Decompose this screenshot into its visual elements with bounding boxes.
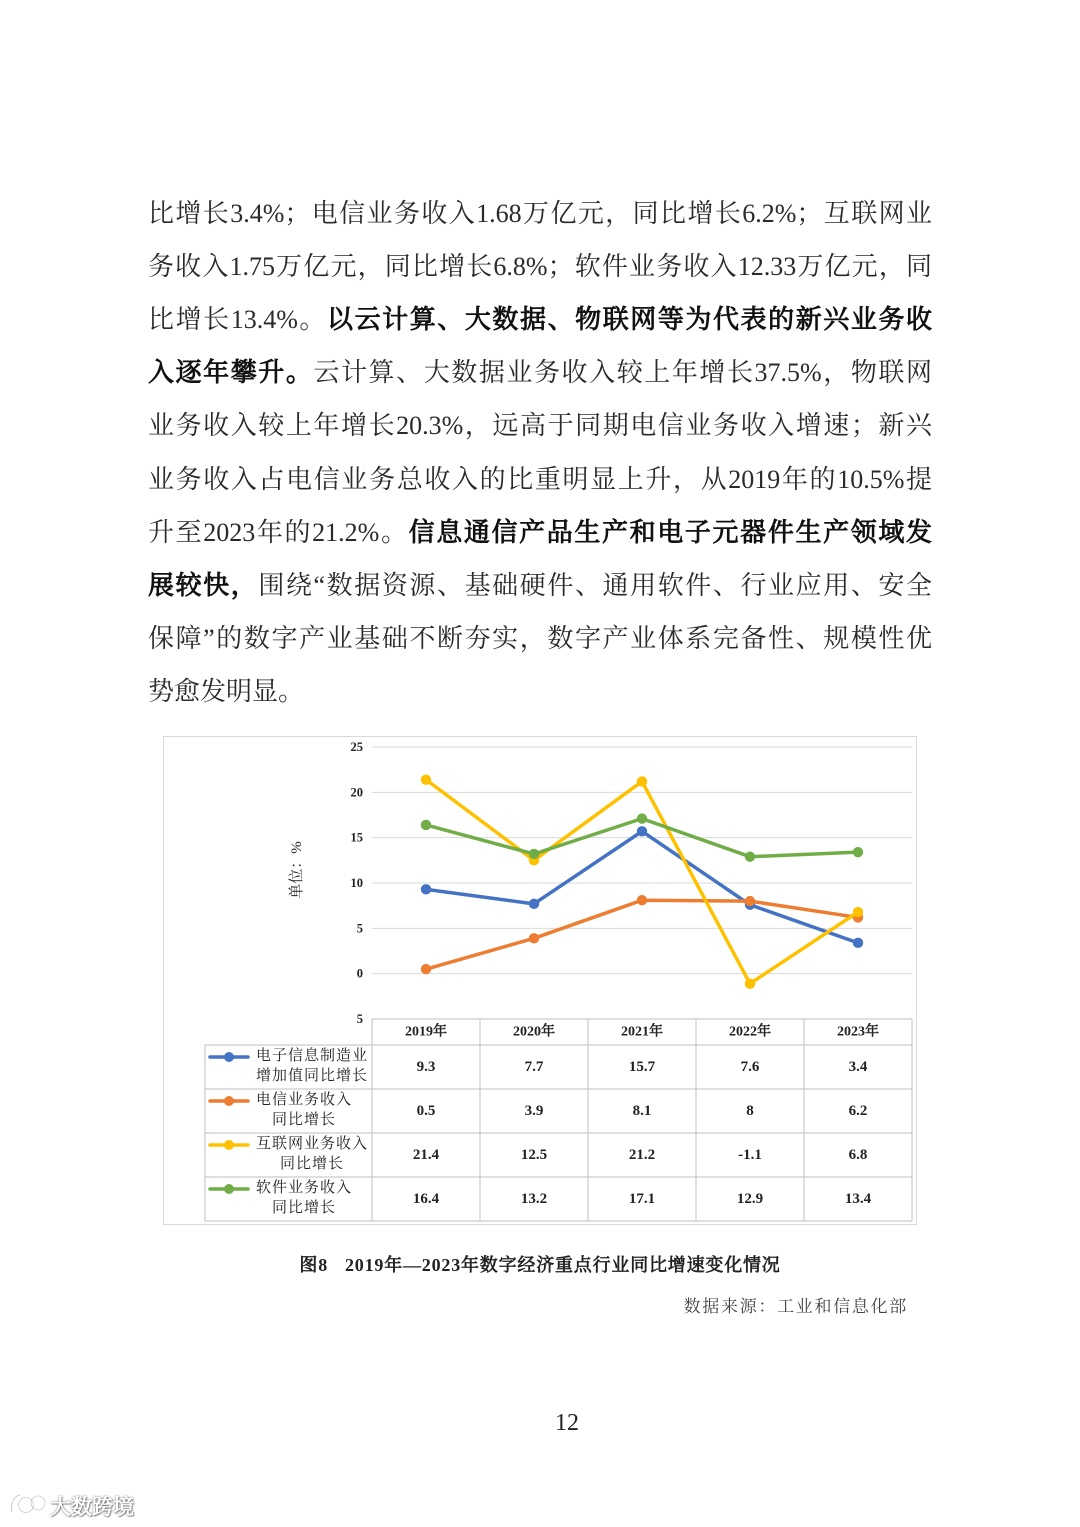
chart [163, 736, 917, 1225]
bold-text-run: 入逐年攀升。 [148, 358, 314, 388]
legend-label: 互联网业务收入 [255, 1136, 369, 1152]
text-run: 比增长3.4%；电信业务收入1.68万亿元，同比增长6.2%；互联网业 [148, 198, 932, 228]
bold-text-run: 信息通信产品生产和电子元器件生产领域发 [408, 517, 932, 547]
legend-key-marker [224, 1184, 234, 1194]
table-cell: 6.2 [848, 1103, 868, 1119]
data-point [637, 895, 647, 905]
legend-key-marker [224, 1096, 234, 1106]
table-cell: 6.8 [848, 1147, 868, 1163]
data-point [853, 847, 863, 857]
data-point [421, 820, 431, 830]
y-tick-label: 25 [350, 740, 363, 754]
data-point [853, 938, 863, 948]
bold-text-run: 展较快， [148, 570, 259, 600]
text-run: 升至2023年的21.2%。 [148, 517, 409, 547]
table-cell: 17.1 [628, 1191, 656, 1207]
figure-number: 图8 [299, 1255, 328, 1275]
table-cell: 7.6 [740, 1059, 760, 1075]
text-line [148, 665, 932, 718]
legend-label: 增加值同比增长 [255, 1068, 369, 1084]
table-header-cell: 2020年 [513, 1024, 555, 1040]
text-run: 比增长13.4%。 [148, 304, 328, 334]
table-header-cell: 2021年 [621, 1024, 663, 1040]
table-header-cell: 2022年 [729, 1024, 771, 1040]
data-point [745, 896, 755, 906]
text-line [148, 346, 932, 399]
data-point [853, 907, 863, 917]
data-point [637, 826, 647, 836]
legend-key-marker [224, 1052, 234, 1062]
text-line [148, 612, 932, 665]
figure-caption [0, 1253, 1080, 1277]
text-line [148, 453, 932, 506]
legend-label: 同比增长 [279, 1156, 345, 1172]
text-run: 势愈发明显。 [148, 677, 305, 707]
text-run: 保障”的数字产业基础不断夯实，数字产业体系完备性、规模性优 [148, 624, 932, 654]
table-cell: 13.4 [844, 1191, 872, 1207]
table-cell: 7.7 [524, 1059, 544, 1075]
legend-label: 同比增长 [271, 1200, 337, 1216]
y-tick-label: 10 [350, 876, 363, 890]
table-cell: 12.5 [520, 1147, 548, 1163]
text-line [148, 559, 932, 612]
table-cell: 12.9 [736, 1191, 764, 1207]
table-cell: 21.4 [412, 1147, 440, 1163]
brand-logo-icon [8, 1490, 46, 1523]
table-cell: 21.2 [628, 1147, 656, 1163]
watermark-text: 大数跨境 [50, 1495, 134, 1519]
table-header-cell: 2019年 [405, 1024, 447, 1040]
table-cell: 3.4 [848, 1059, 868, 1075]
y-tick-label: 0 [356, 966, 363, 981]
watermark [8, 1490, 134, 1522]
data-point [529, 849, 539, 859]
legend-label: 软件业务收入 [255, 1180, 353, 1196]
page-number: 12 [555, 1410, 579, 1436]
data-point [421, 884, 431, 894]
y-tick-label: 20 [350, 785, 363, 800]
body-paragraph [148, 187, 932, 719]
table-header-cell: 2023年 [837, 1024, 879, 1040]
table-cell: 8 [746, 1103, 754, 1119]
y-tick-label: 15 [350, 830, 363, 845]
text-run: 业务收入占电信业务总收入的比重明显上升，从2019年的10.5%提 [148, 464, 932, 494]
y-tick-label: 5 [356, 1012, 363, 1026]
data-point [745, 852, 755, 862]
table-cell: 3.9 [524, 1103, 544, 1119]
text-run: 围绕“数据资源、基础硬件、通用软件、行业应用、安全 [258, 570, 932, 600]
table-cell: 15.7 [628, 1059, 656, 1075]
data-point [421, 774, 431, 784]
table-cell: 8.1 [632, 1103, 652, 1119]
text-line [148, 506, 932, 559]
table-cell: 13.2 [520, 1191, 548, 1207]
figure-title: 2019年—2023年数字经济重点行业同比增速变化情况 [345, 1255, 781, 1275]
text-run: 务收入1.75万亿元，同比增长6.8%；软件业务收入12.33万亿元，同 [148, 251, 932, 281]
text-line [148, 240, 932, 293]
text-line [148, 293, 932, 346]
data-point [529, 899, 539, 909]
bold-text-run: 以云计算、大数据、物联网等为代表的新兴业务收 [327, 304, 932, 334]
text-run: 业务收入较上年增长20.3%，远高于同期电信业务收入增速；新兴 [148, 411, 932, 441]
text-run: 云计算、大数据业务收入较上年增长37.5%，物联网 [313, 358, 932, 388]
y-tick-label: 5 [356, 921, 363, 936]
table-cell: 0.5 [416, 1103, 436, 1119]
data-point [637, 776, 647, 786]
data-source: 数据来源：工业和信息化部 [683, 1297, 908, 1317]
table-cell: 9.3 [416, 1059, 436, 1075]
text-line [148, 399, 932, 452]
data-point [421, 964, 431, 974]
data-point [745, 978, 755, 988]
data-point [529, 933, 539, 943]
text-line [148, 187, 932, 240]
data-point [637, 813, 647, 823]
table-cell: 16.4 [412, 1191, 440, 1207]
legend-label: 同比增长 [271, 1112, 337, 1128]
legend-label: 电信业务收入 [255, 1092, 353, 1108]
table-cell: -1.1 [738, 1147, 762, 1163]
legend-label: 电子信息制造业 [255, 1048, 369, 1064]
y-axis-title: 单位：% [289, 841, 305, 899]
line-chart-with-data-table [163, 736, 917, 1225]
legend-key-marker [224, 1140, 234, 1150]
